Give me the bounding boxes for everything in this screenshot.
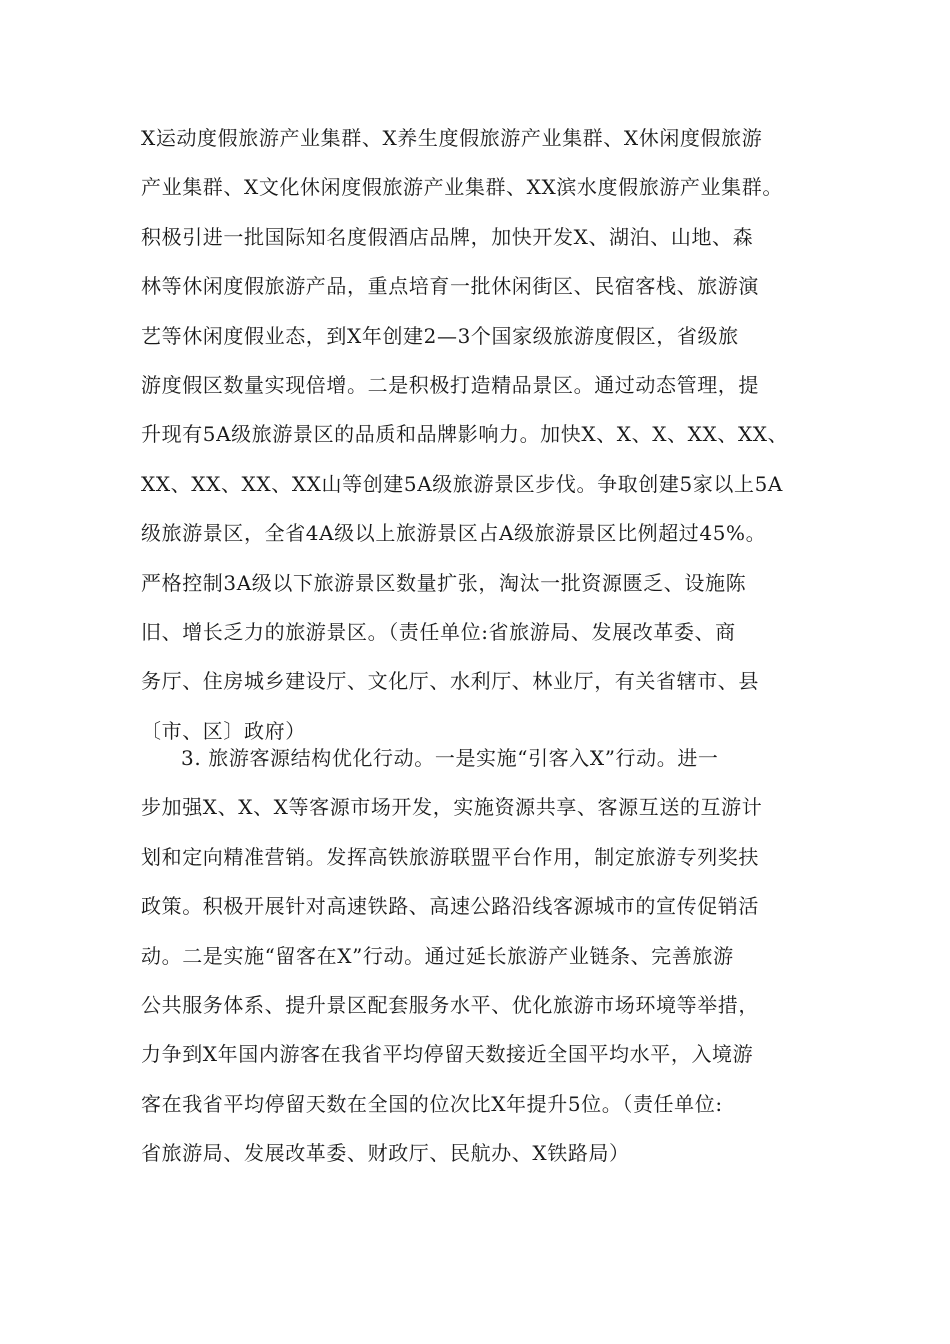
text-line: 政策。积极开展针对高速铁路、高速公路沿线客源城市的宣传促销活: [141, 894, 759, 919]
text-line: 务厅、住房城乡建设厅、文化厅、水利厅、林业厅，有关省辖市、县: [141, 669, 759, 694]
text-line: 林等休闲度假旅游产品，重点培育一批休闲街区、民宿客栈、旅游演: [141, 274, 759, 299]
text-line: 3. 旅游客源结构优化行动。一是实施“引客入X”行动。进一: [181, 746, 719, 770]
text-line: 游度假区数量实现倍增。二是积极打造精品景区。通过动态管理，提: [141, 372, 759, 397]
text-line: 级旅游景区，全省4A级以上旅游景区占A级旅游景区比例超过45%。: [141, 521, 767, 546]
paragraph-tourism-products: [141, 114, 821, 756]
text-line: 产业集群、X文化休闲度假旅游产业集群、XX滨水度假旅游产业集群。: [141, 175, 783, 200]
text-line: 升现有5A级旅游景区的品质和品牌影响力。加快X、X、X、XX、XX、: [141, 422, 789, 447]
text-line: 公共服务体系、提升景区配套服务水平、优化旅游市场环境等举措，: [141, 992, 759, 1017]
text-line: 严格控制3A级以下旅游景区数量扩张，淘汰一批资源匮乏、设施陈: [141, 570, 747, 595]
text-line: 步加强X、X、X等客源市场开发，实施资源共享、客源互送的互游计: [141, 795, 763, 820]
text-line: 划和定向精准营销。发挥高铁旅游联盟平台作用，制定旅游专列奖扶: [141, 844, 759, 869]
text-line: 力争到X年国内游客在我省平均停留天数接近全国平均水平，入境游: [141, 1042, 754, 1067]
text-line: 积极引进一批国际知名度假酒店品牌，加快开发X、湖泊、山地、森: [141, 224, 754, 249]
text-line: XX、XX、XX、XX山等创建5A级旅游景区步伐。争取创建5家以上5A: [141, 471, 783, 496]
text-line: 艺等休闲度假业态，到X年创建2—3个国家级旅游度假区，省级旅: [141, 323, 739, 348]
text-line: 旧、增长乏力的旅游景区。（责任单位:省旅游局、发展改革委、商: [141, 619, 736, 644]
text-line: 动。二是实施“留客在X”行动。通过延长旅游产业链条、完善旅游: [141, 943, 734, 968]
paragraph-visitor-source-optimization: [141, 734, 821, 1179]
text-line: X运动度假旅游产业集群、X养生度假旅游产业集群、X休闲度假旅游: [141, 126, 763, 150]
text-line: 客在我省平均停留天数在全国的位次比X年提升5位。（责任单位:: [141, 1091, 723, 1116]
text-line: 省旅游局、发展改革委、财政厅、民航办、X铁路局）: [141, 1141, 630, 1166]
text-line: 〔市、区〕政府）: [141, 718, 306, 743]
